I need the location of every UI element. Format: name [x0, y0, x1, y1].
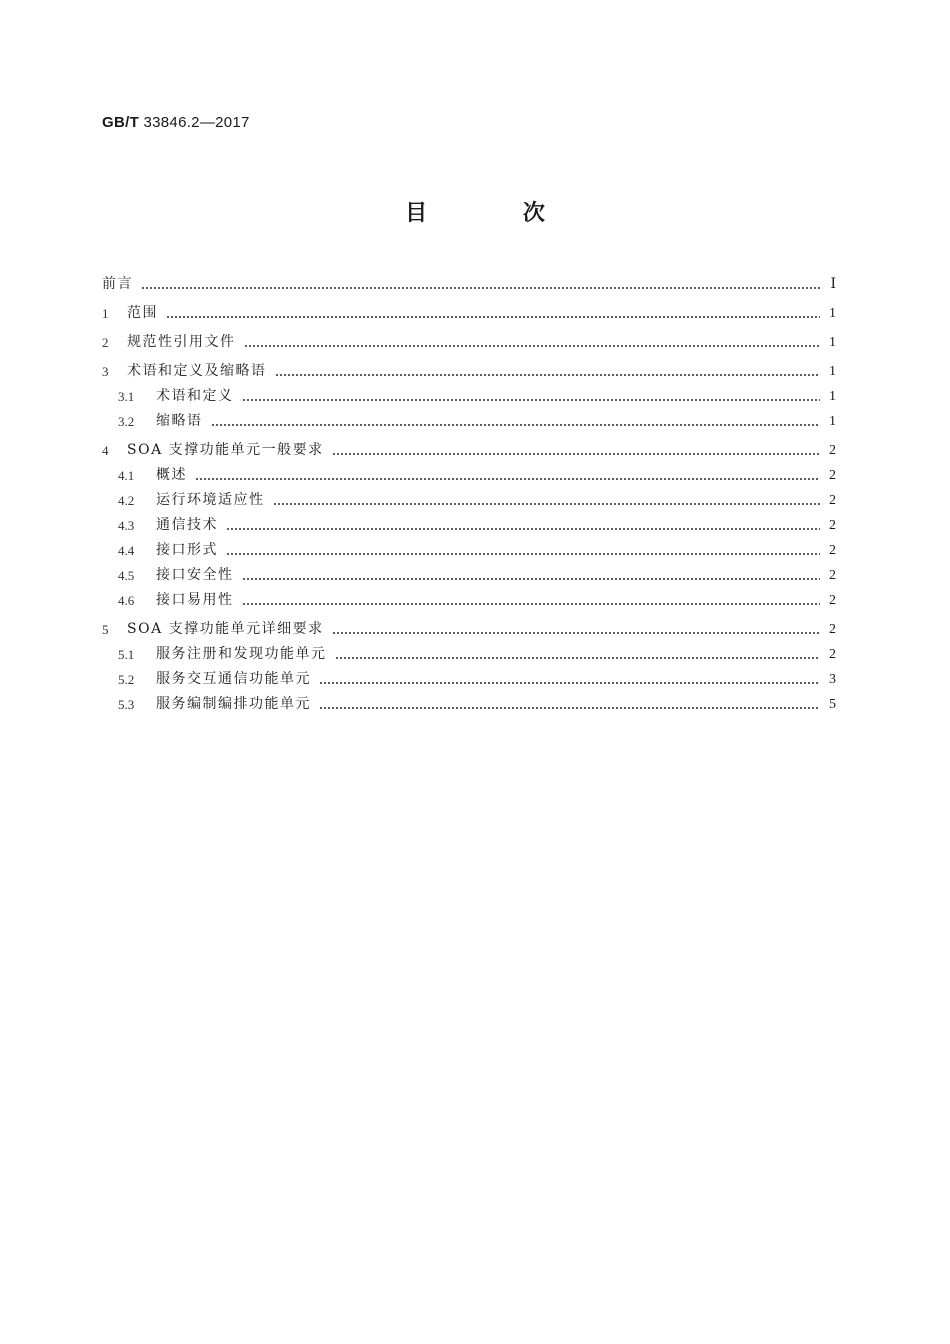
toc-entry-number: 4.5 — [118, 568, 135, 583]
toc-entry[interactable] — [102, 563, 836, 588]
toc-entry-page: 1 — [829, 364, 836, 379]
toc-entry-page: 5 — [829, 697, 836, 712]
toc-entry-number: 5.1 — [118, 647, 135, 662]
toc-entry-page: 3 — [829, 672, 836, 687]
toc-dot-leader — [141, 272, 820, 297]
standard-prefix: GB/T — [102, 114, 140, 131]
toc-entry-page: 2 — [829, 468, 836, 483]
toc-entry[interactable] — [102, 463, 836, 488]
toc-entry[interactable] — [102, 384, 836, 409]
toc-entry[interactable] — [102, 588, 836, 613]
toc-entry-label: 规范性引用文件 — [127, 334, 236, 350]
toc-entry-number: 4 — [102, 443, 109, 458]
toc-dot-leader — [242, 384, 821, 409]
toc-dot-leader — [319, 667, 820, 692]
toc-dot-leader — [332, 617, 820, 642]
toc-entry-number: 3.2 — [118, 414, 135, 429]
toc-entry-label: SOA 支撑功能单元一般要求 — [127, 442, 324, 458]
toc-entry[interactable] — [102, 409, 836, 434]
toc-entry-label: 接口易用性 — [156, 592, 234, 608]
toc-entry[interactable] — [102, 301, 836, 326]
toc-entry-number: 4.3 — [118, 518, 135, 533]
toc-entry-label: 术语和定义 — [156, 388, 234, 404]
toc-dot-leader — [211, 409, 821, 434]
toc-entry[interactable] — [102, 438, 836, 463]
toc-entry[interactable] — [102, 272, 836, 297]
toc-dot-leader — [242, 563, 821, 588]
toc-entry-label: SOA 支撑功能单元详细要求 — [127, 621, 324, 637]
toc-dot-leader — [226, 538, 820, 563]
toc-entry-page: 1 — [829, 389, 836, 404]
standard-number — [102, 114, 250, 131]
toc-entry[interactable] — [102, 330, 836, 355]
toc-entry-page: 1 — [829, 306, 836, 321]
toc-entry[interactable] — [102, 488, 836, 513]
toc-entry-page: 2 — [829, 647, 836, 662]
toc-dot-leader — [273, 488, 821, 513]
standard-code: 33846.2—2017 — [143, 114, 250, 131]
toc-entry-page: 2 — [829, 518, 836, 533]
toc-entry-number: 1 — [102, 306, 109, 321]
toc-entry[interactable] — [102, 692, 836, 717]
toc-dot-leader — [195, 463, 820, 488]
toc-entry-page: 2 — [829, 493, 836, 508]
toc-dot-leader — [166, 301, 820, 326]
toc-entry-number: 3.1 — [118, 389, 135, 404]
toc-entry-label: 概述 — [156, 467, 187, 483]
toc-entry-label: 服务编制编排功能单元 — [156, 696, 311, 712]
toc-dot-leader — [275, 359, 821, 384]
toc-entry[interactable] — [102, 538, 836, 563]
toc-entry-label: 接口安全性 — [156, 567, 234, 583]
toc-entry-page: 2 — [829, 593, 836, 608]
toc-entry-page: 1 — [829, 414, 836, 429]
toc-entry-page: 2 — [829, 443, 836, 458]
toc-entry-number: 3 — [102, 364, 109, 379]
toc-entry-label: 服务交互通信功能单元 — [156, 671, 311, 687]
toc-entry-number: 4.2 — [118, 493, 135, 508]
toc-entry-number: 5.3 — [118, 697, 135, 712]
toc-entry-label: 服务注册和发现功能单元 — [156, 646, 327, 662]
toc-dot-leader — [319, 692, 820, 717]
toc-entry[interactable] — [102, 617, 836, 642]
toc-entry-number: 4.4 — [118, 543, 135, 558]
toc-entry-page: 2 — [829, 543, 836, 558]
toc-entry-number: 5.2 — [118, 672, 135, 687]
toc-entry-label: 通信技术 — [156, 517, 218, 533]
toc-entry-label: 术语和定义及缩略语 — [127, 363, 267, 379]
toc-entry-number: 5 — [102, 622, 109, 637]
toc-dot-leader — [244, 330, 821, 355]
toc-entry-number: 4.1 — [118, 468, 135, 483]
toc-entry-number: 2 — [102, 335, 109, 350]
toc-entry-label: 前言 — [102, 276, 133, 292]
toc-entry[interactable] — [102, 359, 836, 384]
toc-entry-label: 缩略语 — [156, 413, 203, 429]
toc-entry-label: 范围 — [127, 305, 158, 321]
toc-entry[interactable] — [102, 513, 836, 538]
toc-dot-leader — [226, 513, 820, 538]
toc-entry-page: 1 — [829, 335, 836, 350]
toc-entry-label: 接口形式 — [156, 542, 218, 558]
toc-entry-number: 4.6 — [118, 593, 135, 608]
toc-entry-page: 2 — [829, 568, 836, 583]
table-of-contents — [102, 272, 836, 717]
toc-entry-page: Ⅰ — [830, 277, 836, 292]
toc-dot-leader — [335, 642, 821, 667]
page-title: 目 次 — [405, 201, 589, 226]
toc-dot-leader — [242, 588, 821, 613]
toc-entry-page: 2 — [829, 622, 836, 637]
toc-dot-leader — [332, 438, 820, 463]
toc-entry-label: 运行环境适应性 — [156, 492, 265, 508]
toc-entry[interactable] — [102, 642, 836, 667]
toc-entry[interactable] — [102, 667, 836, 692]
